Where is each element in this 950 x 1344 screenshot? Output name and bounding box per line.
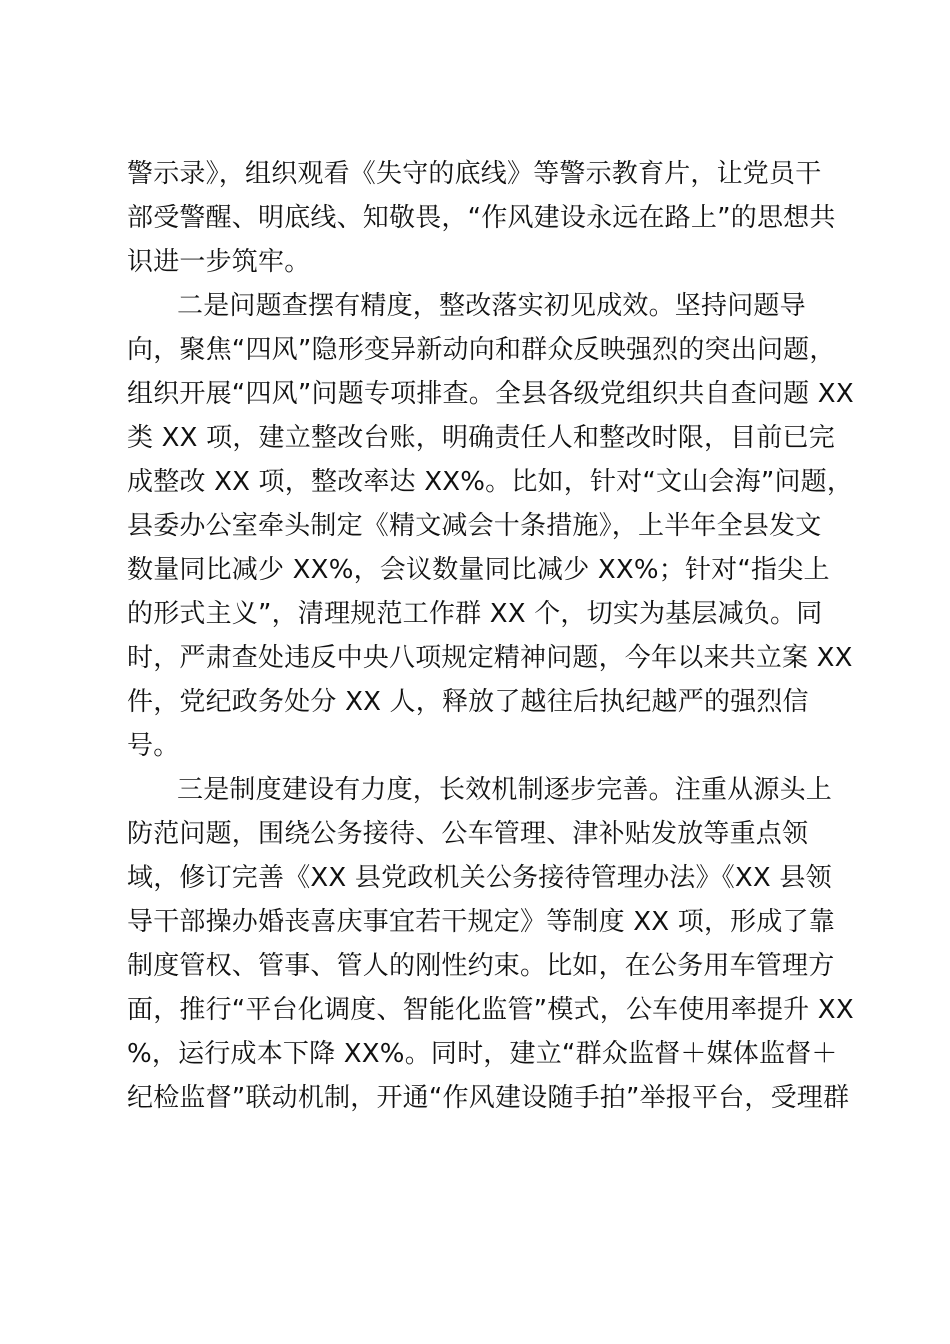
- text-line: 号。: [127, 731, 180, 761]
- text-line: 域，修订完善《XX 县党政机关公务接待管理办法》《XX 县领: [127, 863, 832, 893]
- text-line: 组织开展“四风”问题专项排查。全县各级党组织共自查问题 XX: [127, 379, 854, 409]
- text-line: 二是问题查摆有精度，整改落实初见成效。坚持问题导: [177, 291, 806, 321]
- text-line: 制度管权、管事、管人的刚性约束。比如，在公务用车管理方: [127, 951, 835, 981]
- text-line: 警示录》，组织观看《失守的底线》等警示教育片，让党员干: [127, 159, 822, 189]
- text-line: 三是制度建设有力度，长效机制逐步完善。注重从源头上: [177, 775, 833, 805]
- text-line: 的形式主义”，清理规范工作群 XX 个，切实为基层减负。同: [127, 599, 823, 629]
- text-line: 识进一步筑牢。: [127, 247, 311, 277]
- text-line: 导干部操办婚丧喜庆事宜若干规定》等制度 XX 项，形成了靠: [127, 907, 835, 937]
- text-line: 县委办公室牵头制定《精文减会十条措施》，上半年全县发文: [127, 511, 822, 541]
- document-body: [127, 152, 854, 1120]
- text-line: 时，严肃查处违反中央八项规定精神问题，今年以来共立案 XX: [127, 643, 853, 673]
- text-line: 数量同比减少 XX%，会议数量同比减少 XX%；针对“指尖上: [127, 555, 830, 585]
- text-line: 部受警醒、明底线、知敬畏，“作风建设永远在路上”的思想共: [127, 203, 836, 233]
- text-line: 防范问题，围绕公务接待、公车管理、津补贴发放等重点领: [127, 819, 809, 849]
- text-line: 件，党纪政务处分 XX 人，释放了越往后执纪越严的强烈信: [127, 687, 809, 717]
- text-line: 纪检监督”联动机制，开通“作风建设随手拍”举报平台，受理群: [127, 1083, 850, 1113]
- paragraph-institution-building: [127, 768, 854, 1120]
- text-line: 向，聚焦“四风”隐形变异新动向和群众反映强烈的突出问题，: [127, 335, 836, 365]
- text-line: 面，推行“平台化调度、智能化监管”模式，公车使用率提升 XX: [127, 995, 854, 1025]
- paragraph-problem-rectification: [127, 284, 854, 768]
- text-line: %，运行成本下降 XX%。同时，建立“群众监督＋媒体监督＋: [127, 1039, 838, 1069]
- text-line: 成整改 XX 项，整改率达 XX%。比如，针对“文山会海”问题，: [127, 467, 854, 497]
- text-line: 类 XX 项，建立整改台账，明确责任人和整改时限，目前已完: [127, 423, 835, 453]
- paragraph-continuation: [127, 152, 836, 284]
